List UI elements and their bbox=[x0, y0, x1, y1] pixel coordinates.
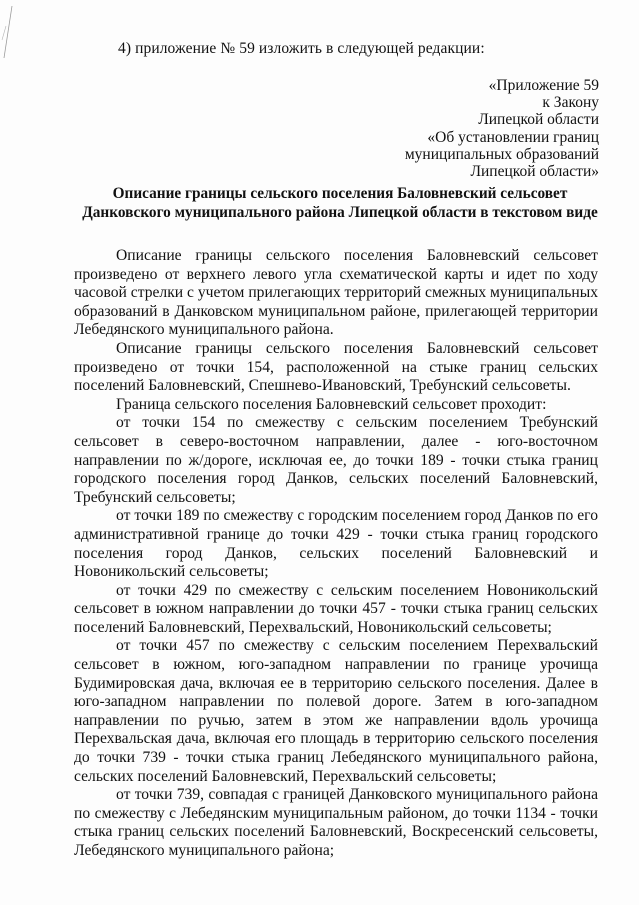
appendix-line: к Закону bbox=[542, 94, 599, 112]
paragraph: от точки 429 по смежеству с сельским поселением Новоникольский сельсовет в южном направлении до точки 457 - точки стыка границ сельских поселений Баловневский, Перехвальский, Новоникольский сельсоветы; bbox=[74, 581, 598, 636]
paragraph: от точки 154 по смежеству с сельским поселением Требунский сельсовет в северо-восточном направлении, далее - юго-восточном направлении по ж/дороге, исключая ее, до точки 189 - точки стыка границ городского поселения город Данков, сельских поселений Баловневский, Требунский сельсоветы; bbox=[74, 414, 598, 506]
appendix-line: Липецкой области bbox=[478, 111, 599, 129]
intro-line: 4) приложение № 59 изложить в следующей редакции: bbox=[118, 40, 485, 57]
appendix-line: «Приложение 59 bbox=[488, 77, 599, 94]
appendix-line: «Об установлении границ bbox=[427, 128, 599, 146]
appendix-line: Липецкой области» bbox=[470, 163, 599, 181]
heading-line: Описание границы сельского поселения Баловневский сельсовет bbox=[112, 185, 568, 202]
document-body bbox=[74, 247, 598, 861]
paragraph: от точки 189 по смежеству с городским поселением город Данков по его административной границе до точки 429 - точки стыка границ городского поселения город Данков, сельских поселений Баловневский и Новоникольский сельсоветы; bbox=[74, 507, 598, 581]
scan-corner-mark bbox=[0, 0, 20, 60]
paragraph: от точки 739, совпадая с границей Данковского муниципального района по смежеству с Лебедянским муниципальным районом, до точки 1134 - точки стыка границ сельских поселений Баловневский, Воскресенский сельсоветы, Лебедянского муниципального района; bbox=[74, 786, 598, 859]
paragraph: от точки 457 по смежеству с сельским поселением Перехвальский сельсовет в южном, юго-западном направлении по границе урочища Будимировская дача, включая ее в территорию сельского поселения. Далее в юго-западном направлении по полевой дороге. Затем в юго-западном направлении по ручью, затем в этом же направлении вдоль урочища Перехвальская дача, включая его площадь в территорию сельского поселения до точки 739 - точки стыка границ Лебедянского муниципального района, сельских поселений Баловневский, Перехвальский сельсоветы; bbox=[74, 637, 598, 785]
paragraph: Граница сельского поселения Баловневский сельсовет проходит: bbox=[116, 395, 547, 413]
appendix-line: муниципальных образований bbox=[404, 145, 599, 163]
paragraph: Описание границы сельского поселения Баловневский сельсовет произведено от точки 154, расположенной на стыке границ сельских поселений Баловневский, Спешнево-Ивановский, Требунский сельсоветы. bbox=[74, 339, 598, 395]
paragraph: Описание границы сельского поселения Баловневский сельсовет произведено от верхнего левого угла схематической карты и идет по ходу часовой стрелки с учетом прилегающих территорий смежных муниципальных образований в Данковском муниципальном районе, прилегающей территории Лебедянского муниципального района. bbox=[74, 247, 598, 339]
document-heading bbox=[60, 184, 620, 222]
appendix-header bbox=[405, 77, 599, 180]
heading-line: Данковского муниципального района Липецкой области в текстовом виде bbox=[82, 204, 598, 221]
